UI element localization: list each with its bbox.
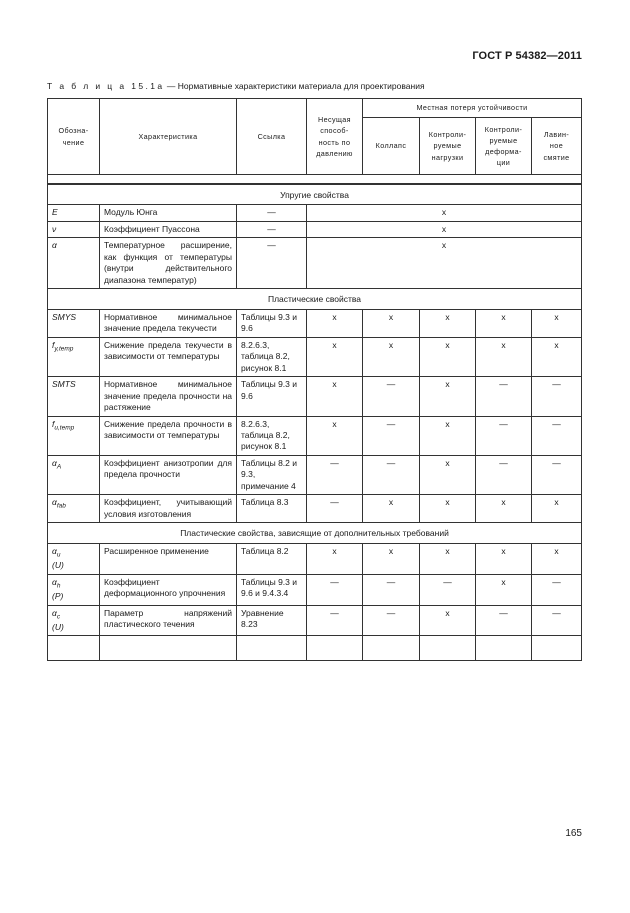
table-row <box>48 238 582 289</box>
table-caption <box>47 81 425 91</box>
symbol-cell <box>48 543 100 574</box>
empty-cell <box>363 636 420 661</box>
symbol-main: α <box>52 545 57 556</box>
applicability-mark: — <box>532 605 582 636</box>
empty-cell <box>48 636 100 661</box>
applicability-mark: x <box>420 309 476 337</box>
characteristic-cell: Параметр напряжений пластического течения <box>100 605 237 636</box>
applicability-mark: — <box>363 455 420 494</box>
applicability-mark: — <box>476 605 532 636</box>
applicability-mark: — <box>363 605 420 636</box>
applicability-mark: — <box>532 455 582 494</box>
symbol-subscript: u,temp <box>54 424 75 432</box>
table-row <box>48 221 582 237</box>
reference-cell: Уравнение 8.23 <box>237 605 307 636</box>
symbol-cell <box>48 309 100 337</box>
applicability-mark: x <box>476 337 532 376</box>
symbol-subscript: y,temp <box>54 345 74 353</box>
symbol-cell: E <box>48 205 100 221</box>
table-bottom-row <box>48 636 582 661</box>
applicability-mark: — <box>363 377 420 416</box>
applicability-mark-merged: x <box>307 205 582 221</box>
applicability-mark: — <box>532 377 582 416</box>
symbol-cell: ν <box>48 221 100 237</box>
applicability-mark: x <box>307 337 363 376</box>
symbol-main: SMTS <box>52 379 76 390</box>
applicability-mark: x <box>307 416 363 455</box>
reference-cell: Таблица 8.2 <box>237 543 307 574</box>
characteristic-cell: Коэффициент Пуассона <box>100 221 237 237</box>
applicability-mark: x <box>532 337 582 376</box>
empty-cell <box>532 636 582 661</box>
characteristic-cell: Расширенное применение <box>100 543 237 574</box>
empty-cell <box>420 636 476 661</box>
characteristic-cell: Коэффициент деформационного упрочнения <box>100 574 237 605</box>
table-row <box>48 337 582 376</box>
symbol-subscript: h <box>56 582 61 590</box>
table-row <box>48 495 582 523</box>
applicability-mark: x <box>363 495 420 523</box>
symbol-main: α <box>52 607 57 618</box>
applicability-mark: x <box>476 574 532 605</box>
empty-cell <box>100 636 237 661</box>
applicability-mark: x <box>420 377 476 416</box>
characteristic-cell: Снижение предела текучести в зависимости от температуры <box>100 337 237 376</box>
applicability-mark: x <box>420 543 476 574</box>
characteristic-cell: Температурное расширение, как функция от температуры (внутри действительного диапазона температур) <box>100 238 237 289</box>
applicability-mark: — <box>532 416 582 455</box>
reference-cell: 8.2.6.3, таблица 8.2, рисунок 8.1 <box>237 337 307 376</box>
characteristic-cell: Коэффициент, учитывающий условия изготовления <box>100 495 237 523</box>
applicability-mark: — <box>420 574 476 605</box>
col-local-group-header: Местная потеря устойчивости <box>363 99 582 118</box>
applicability-mark: x <box>420 337 476 376</box>
applicability-mark: — <box>363 574 420 605</box>
reference-cell: Таблицы 9.3 и 9.6 и 9.4.3.4 <box>237 574 307 605</box>
reference-cell: — <box>237 205 307 221</box>
table-row <box>48 543 582 574</box>
applicability-mark: x <box>420 605 476 636</box>
material-characteristics-table <box>47 98 582 661</box>
characteristic-cell: Коэффициент анизотропии для предела прочности <box>100 455 237 494</box>
characteristic-cell: Модуль Юнга <box>100 205 237 221</box>
applicability-mark: x <box>420 495 476 523</box>
characteristic-cell: Снижение предела прочности в зависимости от температуры <box>100 416 237 455</box>
reference-cell: Таблица 8.3 <box>237 495 307 523</box>
col-reference-header: Ссылка <box>237 99 307 175</box>
table-row <box>48 309 582 337</box>
applicability-mark: — <box>307 605 363 636</box>
symbol-cell: α <box>48 238 100 289</box>
symbol-main: f <box>52 339 55 350</box>
col-pressure-header: Несущая способ- ность по давлению <box>307 99 363 175</box>
applicability-mark: x <box>363 309 420 337</box>
applicability-mark: x <box>532 543 582 574</box>
col-avalanche-header: Лавин- ное смятие <box>532 118 582 175</box>
table-row <box>48 574 582 605</box>
reference-cell: Таблицы 9.3 и 9.6 <box>237 309 307 337</box>
table-row <box>48 416 582 455</box>
col-symbol-header: Обозна- чение <box>48 99 100 175</box>
col-characteristic-header: Характеристика <box>100 99 237 175</box>
symbol-subscript: c <box>56 613 61 621</box>
symbol-main: α <box>52 497 57 508</box>
empty-cell <box>237 636 307 661</box>
reference-cell: 8.2.6.3, таблица 8.2, рисунок 8.1 <box>237 416 307 455</box>
characteristic-cell: Нормативное минимальное значение предела текучести <box>100 309 237 337</box>
symbol-cell <box>48 455 100 494</box>
symbol-subscript: A <box>56 463 62 471</box>
applicability-mark: x <box>476 543 532 574</box>
col-controlled-load-header: Контроли- руемые нагрузки <box>420 118 476 175</box>
section-plastic-title: Пластические свойства <box>48 289 582 309</box>
symbol-cell <box>48 574 100 605</box>
symbol-main: SMYS <box>52 311 77 322</box>
symbol-subscript: u <box>56 551 61 559</box>
applicability-mark: x <box>420 416 476 455</box>
applicability-mark: x <box>532 495 582 523</box>
symbol-note: (U) <box>52 622 64 633</box>
applicability-mark: — <box>476 377 532 416</box>
applicability-mark: x <box>532 309 582 337</box>
reference-cell: Таблицы 8.2 и 9.3, примечание 4 <box>237 455 307 494</box>
symbol-cell <box>48 416 100 455</box>
section-plastic-extra-row <box>48 523 582 543</box>
applicability-mark: x <box>476 495 532 523</box>
applicability-mark: x <box>307 309 363 337</box>
table-caption-text: — Нормативные характеристики материала для проектирования <box>164 81 425 91</box>
section-elastic-row <box>48 184 582 205</box>
applicability-mark: — <box>307 495 363 523</box>
reference-cell: — <box>237 221 307 237</box>
symbol-main: f <box>52 418 55 429</box>
page-number: 165 <box>565 828 582 839</box>
reference-cell: — <box>237 238 307 289</box>
section-plastic-row <box>48 289 582 309</box>
col-collapse-header: Коллапс <box>363 118 420 175</box>
symbol-cell <box>48 337 100 376</box>
empty-cell <box>476 636 532 661</box>
applicability-mark-merged: x <box>307 238 582 289</box>
symbol-subscript: fab <box>56 503 66 510</box>
applicability-mark: — <box>476 455 532 494</box>
symbol-cell <box>48 605 100 636</box>
characteristic-cell: Нормативное минимальное значение предела прочности на растяжение <box>100 377 237 416</box>
symbol-note: (U) <box>52 560 64 571</box>
standard-number: ГОСТ Р 54382—2011 <box>472 50 582 62</box>
table-row <box>48 205 582 221</box>
symbol-cell <box>48 377 100 416</box>
applicability-mark: x <box>420 455 476 494</box>
applicability-mark: — <box>532 574 582 605</box>
symbol-note: (P) <box>52 591 64 602</box>
header-row-1 <box>48 99 582 118</box>
section-plastic-extra-title: Пластические свойства, зависящие от дополнительных требований <box>48 523 582 543</box>
table-row <box>48 605 582 636</box>
reference-cell: Таблицы 9.3 и 9.6 <box>237 377 307 416</box>
applicability-mark: x <box>363 543 420 574</box>
section-elastic-title: Упругие свойства <box>48 184 582 205</box>
applicability-mark-merged: x <box>307 221 582 237</box>
symbol-cell <box>48 495 100 523</box>
applicability-mark: x <box>476 309 532 337</box>
table-caption-prefix: Т а б л и ц а 15.1а <box>47 81 165 91</box>
symbol-main: α <box>52 457 57 468</box>
applicability-mark: — <box>476 416 532 455</box>
col-controlled-deform-header: Контроли- руемые деформа- ции <box>476 118 532 175</box>
applicability-mark: x <box>307 377 363 416</box>
table-row <box>48 377 582 416</box>
empty-cell <box>307 636 363 661</box>
applicability-mark: x <box>307 543 363 574</box>
applicability-mark: x <box>363 337 420 376</box>
applicability-mark: — <box>307 574 363 605</box>
symbol-main: α <box>52 576 57 587</box>
table-row <box>48 455 582 494</box>
applicability-mark: — <box>363 416 420 455</box>
header-gap-row <box>48 175 582 185</box>
applicability-mark: — <box>307 455 363 494</box>
